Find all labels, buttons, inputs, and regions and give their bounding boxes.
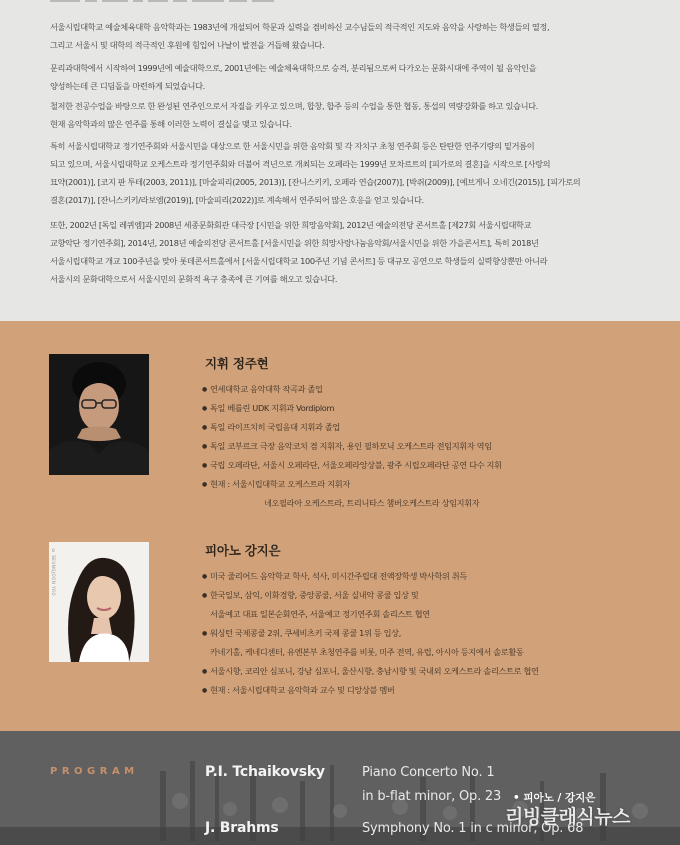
list-item: ● 독일 라이프치히 국립음대 지휘과 졸업: [202, 418, 502, 437]
bullet-dot-icon: ●: [202, 592, 207, 599]
conductor-name: 지휘 정주현: [205, 356, 269, 371]
intro-paragraph: [50, 18, 635, 54]
list-item: ● 현재 : 서울시립대학교 오케스트라 지휘자: [202, 475, 502, 494]
work-title: Piano Concerto No. 1: [362, 765, 495, 780]
photo-credit: © SEUNGJOON YOO: [51, 548, 56, 597]
list-item: ● 국립 오페라단, 서울시 오페라단, 서울오페라앙상블, 광주 시립오페라단 공연 다수 지휘: [202, 456, 502, 475]
list-item: ● 미국 줄리어드 음악학교 학사, 석사, 미시간주립대 전액장학생 박사학위 취득: [202, 567, 539, 586]
list-item: ● 연세대학교 음악대학 작곡과 졸업: [202, 380, 502, 399]
list-item: 카네기홀, 케네디센터, 유엔본부 초청연주를 비롯, 미주 전역, 유럽, 아시아 등지에서 솔로활동: [210, 647, 524, 657]
bullet-dot-icon: ●: [202, 668, 207, 675]
bullet-dot-icon: ●: [202, 687, 207, 694]
conductor-photo: [49, 354, 149, 475]
intro-line: 그리고 서울시 및 대학의 적극적인 후원에 힘입어 나날이 발전을 거듭해 왔습니다.: [50, 40, 325, 50]
list-item: ● 현재 : 서울시립대학교 음악학과 교수 및 디앙상블 멤버: [202, 681, 539, 700]
list-item: ● 독일 코부르크 극장 음악코치 겸 지휘자, 용인 필하모닉 오케스트라 전임지휘자 역임: [202, 437, 502, 456]
intro-line: 양성하는데 큰 디딤돌을 마련하게 되었습니다.: [50, 81, 205, 91]
work-title: Symphony No. 1 in c minor, Op. 68: [362, 821, 584, 836]
list-item: ● 한국일보, 삼익, 이화경향, 중앙콩쿨, 서울 실내악 콩쿨 입상 및: [202, 586, 539, 605]
department-intro-section: [0, 0, 680, 321]
composer-name: J. Brahms: [205, 820, 279, 836]
top-decorative-rule: [50, 0, 630, 2]
bullet-dot-icon: ●: [202, 405, 207, 412]
intro-line: 묘약(2001)], [코지 판 투테(2003, 2011)], [마술피리(2005, 2013)], [잔니스키키, 오페라 연습(2007)], [박쥐(2009)], [예브게니 오네긴(2015)], [피가로의: [50, 177, 581, 187]
intro-line: 현재 음악학과의 많은 연주를 통해 이러한 노력이 결실을 맺고 있습니다.: [50, 119, 292, 129]
list-item: 네오필라아 오케스트라, 트리니타스 챔버오케스트라 상임지휘자: [264, 498, 480, 508]
conductor-bio-list: [202, 380, 502, 513]
list-item: ● 워싱턴 국제콩쿨 2위, 쿠세비츠키 국제 콩쿨 1위 등 입상,: [202, 624, 539, 643]
intro-line: 서울시의 문화대학으로서 서울시민의 문화적 욕구 충족에 큰 기여를 해오고 있습니다.: [50, 274, 338, 284]
intro-paragraph: [50, 137, 635, 209]
publisher-watermark: 리빙클래식뉴스: [505, 806, 630, 828]
bullet-dot-icon: ●: [202, 481, 207, 488]
intro-line: 되고 있으며, 서울시립대학교 오케스트라 정기연주회와 더불어 격년으로 개최되는 오페라는 1999년 모차르트의 [피가로의 결혼]을 시작으로 [사랑의: [50, 159, 551, 169]
intro-line: 서울시립대학교 개교 100주년을 맞아 롯데콘서트홀에서 [서울시립대학교 100주년 기념 콘서트] 등 대규모 공연으로 학생들의 실력향상뿐만 아니라: [50, 256, 548, 266]
composer-name: P.I. Tchaikovsky: [205, 764, 325, 780]
intro-line: 서울시립대학교 예술체육대학 음악학과는 1983년에 개설되어 학문과 실력을 겸비하신 교수님들의 적극적인 지도와 음악을 사랑하는 학생들의 열정,: [50, 22, 550, 32]
soloist-label: • 피아노 / 강지은: [513, 792, 596, 804]
intro-paragraph: [50, 216, 635, 288]
bullet-dot-icon: ●: [202, 462, 207, 469]
intro-line: 특히 서울시립대학교 정기연주회와 서울시민을 대상으로 한 서울시민을 위한 음악회 및 각 자치구 초청 연주회 등은 탄탄한 연주기량의 밑거름이: [50, 141, 535, 151]
bullet-dot-icon: ●: [202, 424, 207, 431]
pianist-bio-list: [202, 567, 539, 700]
program-label: PROGRAM: [50, 766, 139, 777]
intro-line: 또한, 2002년 [독일 레퀴엠]과 2008년 세종문화회관 대극장 [시민을 위한 희망음악회], 2012년 예술의전당 콘서트홀 [제27회 서울시립대학교: [50, 220, 532, 230]
intro-paragraph: [50, 97, 635, 133]
pianist-photo: [49, 542, 149, 662]
list-item: 서울예고 대표 일본순회연주, 서울예고 정기연주회 솔리스트 협연: [210, 609, 430, 619]
intro-line: 결혼(2017)], [잔니스키키/라보엠(2019)], [마술피리(2022)]로 계속해서 연주되어 많은 호응을 얻고 있습니다.: [50, 195, 424, 205]
bullet-dot-icon: ●: [202, 630, 207, 637]
bullet-dot-icon: ●: [202, 443, 207, 450]
pianist-name: 피아노 강지은: [205, 543, 281, 558]
list-item: ● 서울시향, 코리안 심포니, 강남 심포니, 울산시향, 충남시향 및 국내외 오케스트라 솔리스트로 협연: [202, 662, 539, 681]
work-subtitle: in b-flat minor, Op. 23: [362, 789, 502, 804]
intro-line: 문리과대학에서 시작하여 1999년에 예술대학으로, 2001년에는 예술체육대학으로 승격, 분리됨으로써 다가오는 문화시대에 주역이 될 음악인을: [50, 63, 537, 73]
list-item: ● 독일 베를린 UDK 지휘과 Vordiplom: [202, 399, 502, 418]
intro-line: 철저한 전공수업을 바탕으로 한 완성된 연주인으로서 자질을 키우고 있으며, 합창, 합주 등의 수업을 통한 협동, 통섭의 역량강화를 하고 있습니다.: [50, 101, 538, 111]
intro-line: 교향악단 정기연주회], 2014년, 2018년 예술의전당 콘서트홀 [서울시민을 위한 희망사랑나눔음악회/서울시민을 위한 가을콘서트], 특히 2018년: [50, 238, 539, 248]
bullet-dot-icon: ●: [202, 573, 207, 580]
bullet-dot-icon: ●: [202, 386, 207, 393]
intro-paragraph: [50, 59, 635, 95]
